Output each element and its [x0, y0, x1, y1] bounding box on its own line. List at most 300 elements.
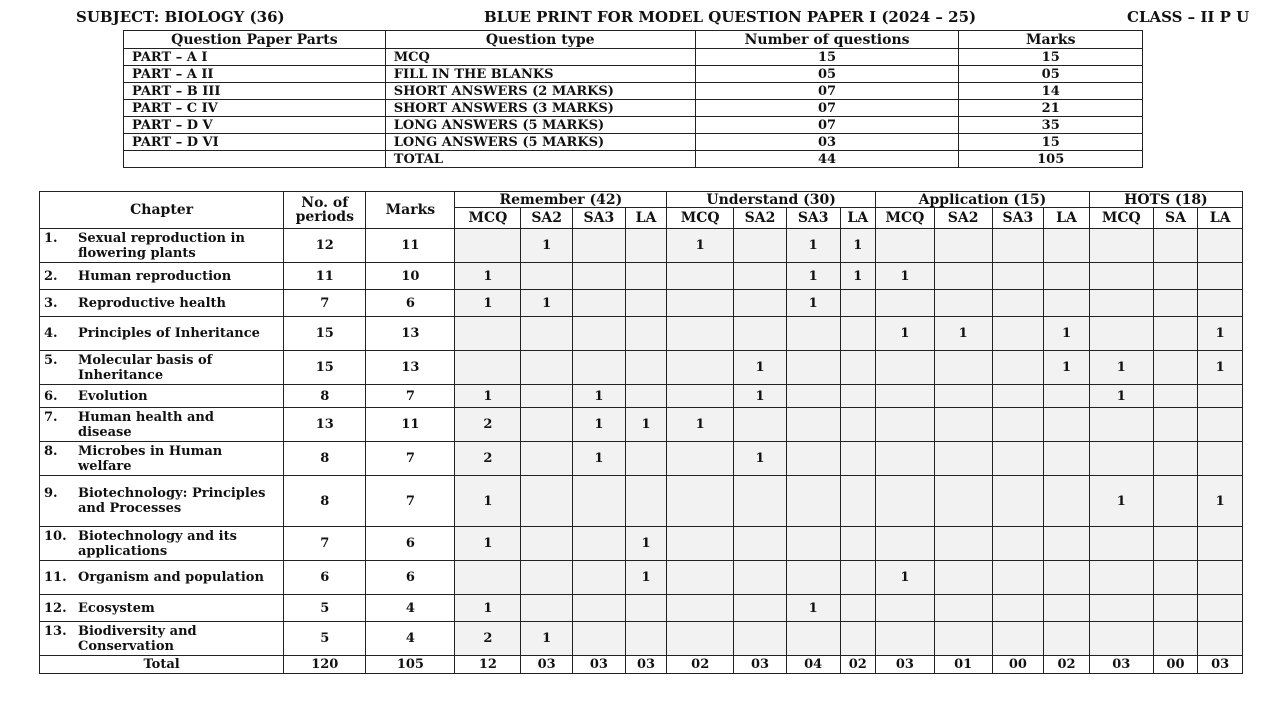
summary-number-cell: 44	[695, 151, 959, 168]
question-count-cell	[573, 595, 626, 622]
question-count-cell: 1	[876, 317, 935, 351]
question-count-cell	[876, 527, 935, 561]
group-header-application: Application (15)	[876, 192, 1090, 208]
question-count-cell	[934, 622, 992, 656]
chapter-cell	[40, 408, 284, 442]
question-count-cell	[1044, 263, 1090, 290]
sub-header-application-mcq: MCQ	[876, 208, 935, 229]
question-count-cell	[1198, 442, 1243, 476]
question-count-cell: 1	[455, 527, 521, 561]
question-count-cell	[667, 290, 734, 317]
chapter-number: 11.	[44, 570, 67, 585]
question-count-cell	[1153, 595, 1198, 622]
summary-number-cell: 15	[695, 49, 959, 66]
periods-cell: 5	[284, 622, 366, 656]
periods-cell: 15	[284, 317, 366, 351]
chapter-number: 5.	[44, 352, 58, 368]
question-count-cell	[455, 317, 521, 351]
marks-header: Marks	[366, 192, 455, 229]
chapter-number: 2.	[44, 268, 58, 284]
summary-part-cell: PART – D VI	[124, 134, 386, 151]
total-count-cell: 00	[1153, 656, 1198, 674]
total-count-cell: 04	[786, 656, 840, 674]
question-count-cell	[876, 351, 935, 385]
question-count-cell	[455, 229, 521, 263]
summary-part-cell: PART – A I	[124, 49, 386, 66]
question-count-cell	[1153, 561, 1198, 595]
question-count-cell	[625, 229, 667, 263]
question-count-cell	[992, 317, 1044, 351]
question-count-cell: 1	[934, 317, 992, 351]
summary-row	[124, 117, 1143, 134]
chapter-number: 10.	[44, 528, 67, 544]
question-count-cell	[521, 351, 573, 385]
question-count-cell: 1	[455, 385, 521, 408]
chapter-row	[40, 290, 1243, 317]
question-count-cell	[625, 385, 667, 408]
question-count-cell	[1198, 595, 1243, 622]
question-count-cell	[876, 442, 935, 476]
question-count-cell	[734, 408, 787, 442]
question-count-cell	[934, 442, 992, 476]
summary-header-type: Question type	[385, 31, 695, 49]
question-count-cell	[1044, 385, 1090, 408]
question-count-cell	[573, 622, 626, 656]
question-count-cell: 1	[573, 385, 626, 408]
summary-number-cell: 07	[695, 117, 959, 134]
total-count-cell: 03	[573, 656, 626, 674]
group-header-understand: Understand (30)	[667, 192, 876, 208]
question-count-cell: 1	[667, 408, 734, 442]
sub-header-understand-sa2: SA2	[734, 208, 787, 229]
summary-type-cell: MCQ	[385, 49, 695, 66]
question-count-cell: 1	[876, 561, 935, 595]
chapter-name: Ecosystem	[78, 600, 155, 616]
question-count-cell	[1198, 229, 1243, 263]
question-count-cell	[1198, 263, 1243, 290]
question-count-cell	[521, 408, 573, 442]
question-count-cell	[876, 385, 935, 408]
summary-header-marks: Marks	[959, 31, 1143, 49]
total-count-cell: 00	[992, 656, 1044, 674]
chapter-number: 8.	[44, 443, 58, 459]
question-count-cell	[1153, 351, 1198, 385]
marks-cell: 10	[366, 263, 455, 290]
chapter-cell	[40, 595, 284, 622]
question-count-cell	[734, 561, 787, 595]
question-count-cell	[786, 385, 840, 408]
total-marks: 105	[366, 656, 455, 674]
question-count-cell	[786, 408, 840, 442]
marks-cell: 13	[366, 317, 455, 351]
question-count-cell	[625, 442, 667, 476]
summary-part-cell	[124, 151, 386, 168]
question-count-cell	[625, 622, 667, 656]
total-count-cell: 03	[734, 656, 787, 674]
question-count-cell	[1198, 290, 1243, 317]
marks-cell: 11	[366, 229, 455, 263]
chapter-row	[40, 622, 1243, 656]
question-count-cell	[840, 476, 875, 527]
chapter-name: Microbes in Human welfare	[78, 443, 223, 474]
blueprint-table	[39, 191, 1243, 674]
question-count-cell	[573, 351, 626, 385]
question-count-cell	[840, 442, 875, 476]
total-periods: 120	[284, 656, 366, 674]
sub-header-hots-mcq: MCQ	[1089, 208, 1153, 229]
question-count-cell	[667, 561, 734, 595]
marks-cell: 4	[366, 622, 455, 656]
question-count-cell	[573, 229, 626, 263]
question-count-cell: 1	[1089, 385, 1153, 408]
marks-cell: 7	[366, 442, 455, 476]
chapter-cell	[40, 622, 284, 656]
chapter-number: 6.	[44, 388, 58, 404]
question-count-cell: 1	[521, 229, 573, 263]
chapter-row	[40, 263, 1243, 290]
chapter-cell	[40, 263, 284, 290]
sub-header-remember-mcq: MCQ	[455, 208, 521, 229]
question-count-cell	[1153, 442, 1198, 476]
question-count-cell	[573, 561, 626, 595]
sub-header-application-sa3: SA3	[992, 208, 1044, 229]
sub-header-remember-sa3: SA3	[573, 208, 626, 229]
question-count-cell	[1089, 442, 1153, 476]
question-count-cell	[1044, 290, 1090, 317]
sub-header-remember-sa2: SA2	[521, 208, 573, 229]
question-count-cell	[934, 385, 992, 408]
chapter-cell	[40, 290, 284, 317]
question-count-cell	[521, 317, 573, 351]
chapter-row	[40, 476, 1243, 527]
question-count-cell	[667, 595, 734, 622]
question-count-cell	[625, 317, 667, 351]
question-count-cell: 2	[455, 408, 521, 442]
question-count-cell: 1	[1198, 317, 1243, 351]
question-count-cell	[573, 290, 626, 317]
question-count-cell	[1089, 317, 1153, 351]
question-count-cell: 1	[573, 442, 626, 476]
question-count-cell	[992, 351, 1044, 385]
total-count-cell: 03	[521, 656, 573, 674]
chapter-row	[40, 229, 1243, 263]
question-count-cell	[667, 442, 734, 476]
sub-header-understand-la: LA	[840, 208, 875, 229]
chapter-row	[40, 442, 1243, 476]
summary-type-cell: TOTAL	[385, 151, 695, 168]
question-count-cell	[521, 442, 573, 476]
chapter-cell	[40, 351, 284, 385]
marks-cell: 6	[366, 290, 455, 317]
question-count-cell	[667, 263, 734, 290]
question-count-cell	[1153, 476, 1198, 527]
question-count-cell	[1089, 290, 1153, 317]
question-count-cell	[521, 476, 573, 527]
total-count-cell: 12	[455, 656, 521, 674]
question-count-cell	[667, 385, 734, 408]
summary-row	[124, 100, 1143, 117]
question-count-cell	[992, 476, 1044, 527]
question-count-cell	[667, 317, 734, 351]
question-count-cell	[1153, 622, 1198, 656]
question-count-cell	[786, 476, 840, 527]
question-count-cell	[625, 476, 667, 527]
sub-header-hots-sa: SA	[1153, 208, 1198, 229]
question-count-cell	[786, 622, 840, 656]
question-count-cell	[876, 622, 935, 656]
question-count-cell	[992, 290, 1044, 317]
sub-header-hots-la: LA	[1198, 208, 1243, 229]
question-count-cell	[573, 317, 626, 351]
question-count-cell	[573, 263, 626, 290]
chapter-number: 13.	[44, 623, 67, 639]
question-count-cell	[1153, 317, 1198, 351]
question-count-cell: 1	[840, 229, 875, 263]
question-count-cell	[1153, 263, 1198, 290]
question-count-cell	[734, 317, 787, 351]
question-count-cell	[934, 263, 992, 290]
total-label: Total	[40, 656, 284, 674]
question-count-cell	[1198, 408, 1243, 442]
question-count-cell	[1044, 622, 1090, 656]
question-count-cell: 1	[734, 385, 787, 408]
summary-type-cell: SHORT ANSWERS (2 MARKS)	[385, 83, 695, 100]
question-count-cell	[1089, 561, 1153, 595]
question-count-cell	[786, 317, 840, 351]
class-label: CLASS – II P U	[1127, 8, 1250, 26]
question-count-cell: 1	[625, 527, 667, 561]
question-count-cell: 1	[840, 263, 875, 290]
question-count-cell	[840, 408, 875, 442]
question-paper-summary-table	[123, 30, 1143, 168]
chapter-cell	[40, 476, 284, 527]
marks-cell: 7	[366, 385, 455, 408]
marks-cell: 6	[366, 561, 455, 595]
question-count-cell	[934, 561, 992, 595]
question-count-cell	[992, 595, 1044, 622]
summary-type-cell: SHORT ANSWERS (3 MARKS)	[385, 100, 695, 117]
chapter-name: Reproductive health	[78, 295, 226, 311]
summary-row	[124, 66, 1143, 83]
marks-cell: 4	[366, 595, 455, 622]
chapter-name: Human reproduction	[78, 268, 232, 284]
question-count-cell: 1	[455, 263, 521, 290]
question-count-cell: 1	[786, 290, 840, 317]
question-count-cell: 2	[455, 622, 521, 656]
group-header-hots: HOTS (18)	[1089, 192, 1242, 208]
summary-marks-cell: 15	[959, 49, 1143, 66]
question-count-cell	[876, 229, 935, 263]
periods-cell: 7	[284, 290, 366, 317]
summary-type-cell: FILL IN THE BLANKS	[385, 66, 695, 83]
question-count-cell	[734, 290, 787, 317]
question-count-cell: 1	[734, 351, 787, 385]
question-count-cell: 1	[786, 595, 840, 622]
summary-marks-cell: 05	[959, 66, 1143, 83]
summary-part-cell: PART – B III	[124, 83, 386, 100]
summary-number-cell: 03	[695, 134, 959, 151]
chapter-row	[40, 527, 1243, 561]
summary-type-cell: LONG ANSWERS (5 MARKS)	[385, 134, 695, 151]
question-count-cell: 1	[1089, 351, 1153, 385]
chapter-cell	[40, 229, 284, 263]
question-count-cell	[934, 229, 992, 263]
question-count-cell	[992, 263, 1044, 290]
question-count-cell	[455, 561, 521, 595]
summary-row	[124, 49, 1143, 66]
question-count-cell	[1198, 561, 1243, 595]
question-count-cell	[1044, 595, 1090, 622]
question-count-cell	[1089, 263, 1153, 290]
question-count-cell	[1044, 408, 1090, 442]
periods-cell: 8	[284, 442, 366, 476]
summary-marks-cell: 35	[959, 117, 1143, 134]
summary-marks-cell: 21	[959, 100, 1143, 117]
question-count-cell	[876, 476, 935, 527]
total-count-cell: 02	[667, 656, 734, 674]
question-count-cell	[1153, 385, 1198, 408]
marks-cell: 7	[366, 476, 455, 527]
chapter-cell	[40, 442, 284, 476]
question-count-cell: 1	[734, 442, 787, 476]
question-count-cell	[876, 408, 935, 442]
question-count-cell: 1	[1089, 476, 1153, 527]
question-count-cell	[1044, 476, 1090, 527]
question-count-cell	[734, 622, 787, 656]
question-count-cell	[840, 290, 875, 317]
question-count-cell	[992, 229, 1044, 263]
total-count-cell: 02	[1044, 656, 1090, 674]
chapter-number: 1.	[44, 230, 58, 246]
chapter-name: Biodiversity and Conservation	[78, 623, 197, 654]
chapter-name: Biotechnology: Principles and Processes	[78, 486, 266, 516]
summary-header-row	[124, 31, 1143, 49]
question-count-cell	[1198, 527, 1243, 561]
question-count-cell	[934, 290, 992, 317]
question-count-cell	[1153, 527, 1198, 561]
chapter-name: Principles of Inheritance	[78, 326, 260, 341]
question-count-cell	[992, 442, 1044, 476]
chapter-row	[40, 408, 1243, 442]
question-count-cell	[1089, 622, 1153, 656]
chapter-name: Sexual reproduction in flowering plants	[78, 230, 245, 261]
question-count-cell: 1	[455, 595, 521, 622]
marks-cell: 11	[366, 408, 455, 442]
question-count-cell	[1198, 385, 1243, 408]
question-count-cell	[1044, 527, 1090, 561]
summary-part-cell: PART – D V	[124, 117, 386, 134]
marks-cell: 6	[366, 527, 455, 561]
periods-cell: 8	[284, 476, 366, 527]
chapter-name: Human health and disease	[78, 409, 214, 440]
total-count-cell: 03	[876, 656, 935, 674]
blueprint-group-header-row	[40, 192, 1243, 208]
chapter-number: 3.	[44, 295, 58, 311]
chapter-name: Molecular basis of Inheritance	[78, 352, 213, 383]
chapter-row	[40, 595, 1243, 622]
question-count-cell	[992, 622, 1044, 656]
question-count-cell	[876, 595, 935, 622]
chapter-cell	[40, 561, 284, 595]
chapter-row	[40, 385, 1243, 408]
question-count-cell	[934, 595, 992, 622]
chapter-row	[40, 561, 1243, 595]
chapter-row	[40, 351, 1243, 385]
summary-part-cell: PART – C IV	[124, 100, 386, 117]
question-count-cell	[840, 351, 875, 385]
question-count-cell	[786, 351, 840, 385]
question-count-cell	[840, 317, 875, 351]
total-count-cell: 01	[934, 656, 992, 674]
summary-type-cell: LONG ANSWERS (5 MARKS)	[385, 117, 695, 134]
summary-number-cell: 07	[695, 100, 959, 117]
chapter-number: 9.	[44, 486, 58, 501]
periods-cell: 11	[284, 263, 366, 290]
total-row	[40, 656, 1243, 674]
question-count-cell	[667, 622, 734, 656]
question-count-cell	[840, 622, 875, 656]
summary-number-cell: 05	[695, 66, 959, 83]
question-count-cell	[734, 263, 787, 290]
total-count-cell: 02	[840, 656, 875, 674]
question-count-cell	[521, 527, 573, 561]
sub-header-understand-mcq: MCQ	[667, 208, 734, 229]
question-count-cell	[625, 595, 667, 622]
summary-header-number: Number of questions	[695, 31, 959, 49]
question-count-cell	[992, 408, 1044, 442]
question-count-cell	[934, 527, 992, 561]
sub-header-remember-la: LA	[625, 208, 667, 229]
question-count-cell	[786, 527, 840, 561]
question-count-cell	[1089, 527, 1153, 561]
periods-cell: 5	[284, 595, 366, 622]
summary-number-cell: 07	[695, 83, 959, 100]
question-count-cell	[1153, 408, 1198, 442]
question-count-cell	[455, 351, 521, 385]
question-count-cell	[521, 561, 573, 595]
question-count-cell: 1	[521, 290, 573, 317]
summary-row	[124, 151, 1143, 168]
periods-cell: 15	[284, 351, 366, 385]
question-count-cell	[934, 351, 992, 385]
question-count-cell	[1044, 561, 1090, 595]
question-count-cell	[667, 527, 734, 561]
summary-marks-cell: 14	[959, 83, 1143, 100]
periods-cell: 8	[284, 385, 366, 408]
sub-header-understand-sa3: SA3	[786, 208, 840, 229]
question-count-cell	[840, 385, 875, 408]
periods-cell: 6	[284, 561, 366, 595]
question-count-cell	[786, 442, 840, 476]
document-title: BLUE PRINT FOR MODEL QUESTION PAPER I (2024 – 25)	[484, 8, 977, 26]
question-count-cell: 1	[786, 229, 840, 263]
chapter-number: 7.	[44, 409, 58, 425]
question-count-cell	[840, 595, 875, 622]
question-count-cell	[934, 476, 992, 527]
question-count-cell: 1	[521, 622, 573, 656]
periods-cell: 12	[284, 229, 366, 263]
chapter-number: 4.	[44, 326, 58, 341]
group-header-remember: Remember (42)	[455, 192, 667, 208]
summary-header-parts: Question Paper Parts	[124, 31, 386, 49]
question-count-cell: 2	[455, 442, 521, 476]
question-count-cell: 1	[1044, 351, 1090, 385]
question-count-cell: 1	[667, 229, 734, 263]
chapter-name: Evolution	[78, 388, 148, 404]
question-count-cell: 1	[573, 408, 626, 442]
chapter-name: Biotechnology and its applications	[78, 528, 237, 559]
summary-marks-cell: 105	[959, 151, 1143, 168]
